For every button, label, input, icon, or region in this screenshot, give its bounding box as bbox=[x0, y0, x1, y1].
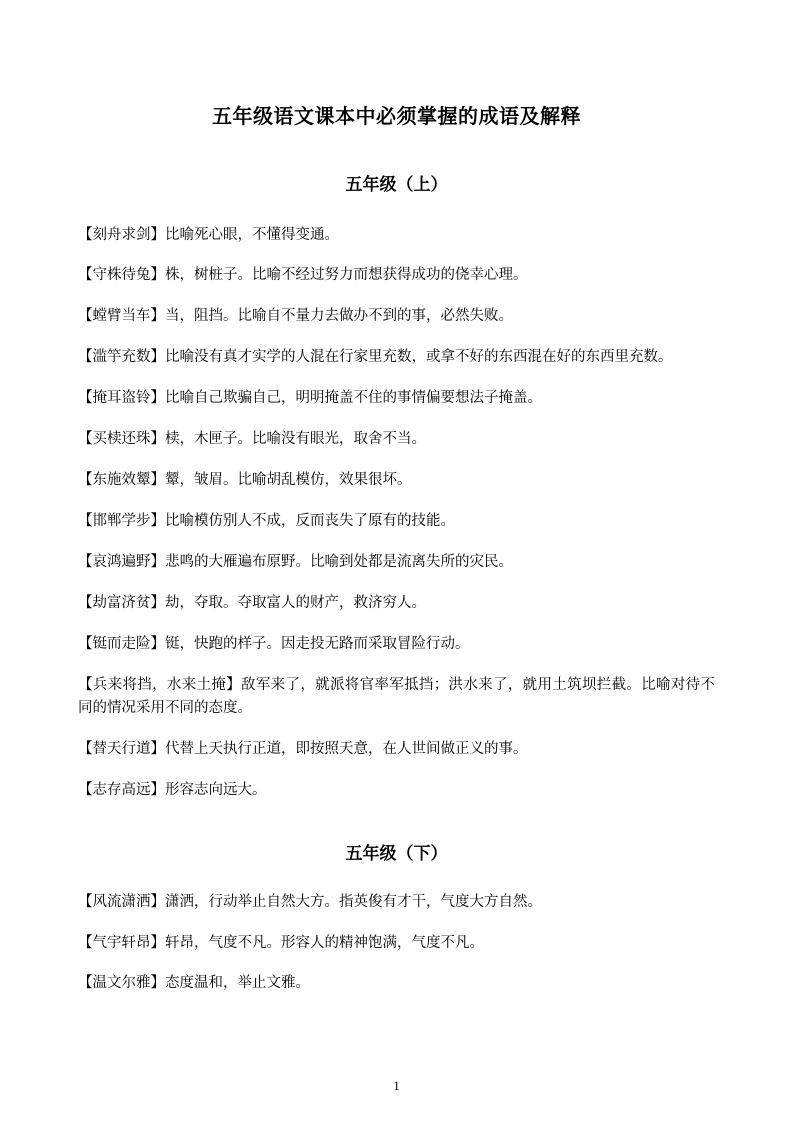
list-item: 【风流潇洒】潇洒，行动举止自然大方。指英俊有才干，气度大方自然。 bbox=[78, 893, 542, 910]
list-item: 【替天行道】代替上天执行正道，即按照天意，在人世间做正义的事。 bbox=[78, 740, 528, 757]
list-item: 【掩耳盗铃】比喻自己欺骗自己，明明掩盖不住的事情偏要想法子掩盖。 bbox=[78, 390, 542, 407]
list-item: 【买椟还珠】椟，木匣子。比喻没有眼光，取舍不当。 bbox=[78, 431, 426, 448]
section-grade5-upper bbox=[78, 172, 715, 801]
page-title: 五年级语文课本中必须掌握的成语及解释 bbox=[212, 106, 581, 128]
list-item: 【铤而走险】铤，快跑的样子。因走投无路而采取冒险行动。 bbox=[78, 636, 470, 653]
section-heading: 五年级（下） bbox=[345, 844, 448, 864]
list-item: 【螳臂当车】当，阻挡。比喻自不量力去做办不到的事，必然失败。 bbox=[78, 308, 513, 325]
list-item: 【温文尔雅】态度温和，举止文雅。 bbox=[78, 975, 310, 992]
section-heading: 五年级（上） bbox=[345, 175, 448, 194]
list-item: 【兵来将挡，水来土掩】敌军来了，就派将官率军抵挡；洪水来了，就用土筑坝拦截。比喻对待不同的情况采用不同的态度。 bbox=[78, 677, 715, 716]
list-item: 【哀鸿遍野】悲鸣的大雁遍布原野。比喻到处都是流离失所的灾民。 bbox=[78, 554, 513, 571]
list-item: 【气宇轩昂】轩昂，气度不凡。形容人的精神饱满，气度不凡。 bbox=[78, 934, 484, 951]
list-item: 【东施效颦】颦，皱眉。比喻胡乱模仿，效果很坏。 bbox=[78, 472, 412, 489]
list-item: 【邯郸学步】比喻模仿别人不成，反而丧失了原有的技能。 bbox=[78, 513, 455, 530]
list-item: 【滥竽充数】比喻没有真才实学的人混在行家里充数，或拿不好的东西混在好的东西里充数。 bbox=[78, 349, 673, 366]
idiom-list bbox=[78, 891, 715, 995]
idiom-list bbox=[78, 224, 715, 802]
list-item: 【志存高远】形容志向远大。 bbox=[78, 781, 267, 798]
list-item: 【守株待兔】株，树桩子。比喻不经过努力而想获得成功的侥幸心理。 bbox=[78, 267, 528, 284]
list-item: 【刻舟求剑】比喻死心眼，不懂得变通。 bbox=[78, 226, 339, 243]
list-item: 【劫富济贫】劫，夺取。夺取富人的财产，救济穷人。 bbox=[78, 595, 426, 612]
section-grade5-lower bbox=[78, 841, 715, 995]
page-number: 1 bbox=[393, 1079, 400, 1093]
